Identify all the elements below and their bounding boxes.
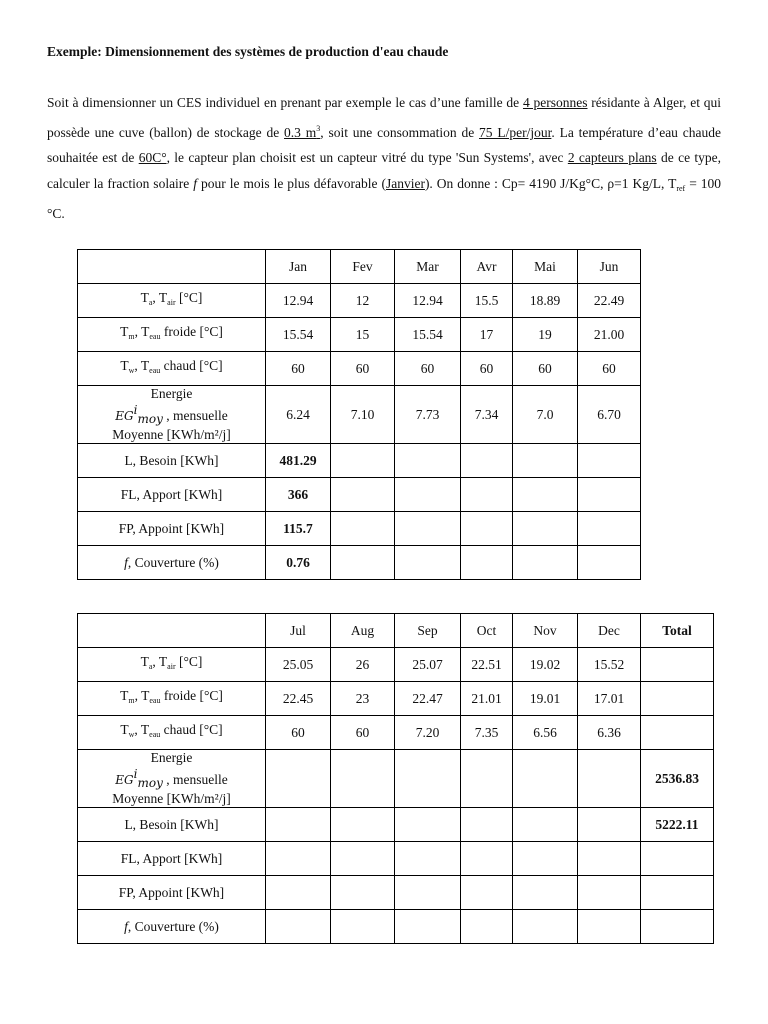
table-jan-jun [77, 249, 641, 580]
table-cell: 22.49 [578, 284, 641, 318]
table-cell [641, 842, 714, 876]
row-label-tm: $T_m$, $T_{eau}$ froide [°C] [78, 682, 266, 716]
table-cell: 7.10 [331, 386, 395, 444]
header-empty-cell [78, 250, 266, 284]
table-cell: 12 [331, 284, 395, 318]
table-cell: 60 [266, 352, 331, 386]
table-cell: 7.73 [395, 386, 461, 444]
row-label-energie: Energie EGimoy , mensuelle Moyenne [KWh/m²/j] [78, 750, 266, 808]
table-cell [395, 512, 461, 546]
tref-subscript: ref [676, 183, 686, 193]
table-cell [331, 512, 395, 546]
table-cell [513, 512, 578, 546]
table-row-fl [78, 478, 641, 512]
table-cell: 17 [461, 318, 513, 352]
table-cell: 21.01 [461, 682, 513, 716]
row-label-tw: $T_w$, $T_{eau}$ chaud [°C] [78, 716, 266, 750]
table-cell [395, 478, 461, 512]
table-cell [641, 716, 714, 750]
table-cell [331, 808, 395, 842]
table-cell [461, 750, 513, 808]
header-month: Fev [331, 250, 395, 284]
table-cell [578, 512, 641, 546]
table-cell [266, 910, 331, 944]
table-row-fp [78, 512, 641, 546]
table-cell [641, 682, 714, 716]
table-cell [641, 648, 714, 682]
text-span: . La température d’eau chaude souhaitée est de [47, 124, 721, 166]
table-cell [513, 876, 578, 910]
header-month: Sep [395, 614, 461, 648]
header-total: Total [641, 614, 714, 648]
table-row-ta [78, 648, 714, 682]
table-cell-total: 5222.11 [641, 808, 714, 842]
table-cell [331, 876, 395, 910]
table-cell [513, 750, 578, 808]
table-cell [395, 808, 461, 842]
table-row-ta [78, 284, 641, 318]
table-cell: 60 [513, 352, 578, 386]
table-cell: 12.94 [395, 284, 461, 318]
table-cell [331, 910, 395, 944]
table-cell [578, 478, 641, 512]
table-cell [266, 808, 331, 842]
table-cell [331, 546, 395, 580]
table-cell [578, 910, 641, 944]
row-label-ta: $T_a$, $T_{air}$ [°C] [78, 648, 266, 682]
table-cell [266, 750, 331, 808]
row-label-f: f, Couverture (%) [78, 546, 266, 580]
table-cell [461, 478, 513, 512]
table-cell [395, 910, 461, 944]
table-cell [395, 546, 461, 580]
table-cell [578, 750, 641, 808]
fraction-symbol: f [193, 175, 198, 191]
header-month: Jun [578, 250, 641, 284]
text-span: = 100 °C. [47, 175, 722, 222]
table-row-fl [78, 842, 714, 876]
underlined-month: Janvier [385, 175, 425, 191]
row-label-fl: FL, Apport [KWh] [78, 478, 266, 512]
table-cell: 7.34 [461, 386, 513, 444]
row-label-tw: $T_w$, $T_{eau}$ chaud [°C] [78, 352, 266, 386]
row-label-l: L, Besoin [KWh] [78, 808, 266, 842]
table-cell: 26 [331, 648, 395, 682]
table-cell: 6.56 [513, 716, 578, 750]
table-cell [331, 478, 395, 512]
table-cell [578, 808, 641, 842]
table-cell: 481.29 [266, 444, 331, 478]
row-label-l: L, Besoin [KWh] [78, 444, 266, 478]
table-cell [395, 876, 461, 910]
text-span: pour le mois le plus défavorable ( [197, 175, 386, 191]
table-cell: 6.36 [578, 716, 641, 750]
table-cell: 60 [266, 716, 331, 750]
table-row-fp [78, 876, 714, 910]
table-cell: 15.54 [266, 318, 331, 352]
table-header-row [78, 614, 714, 648]
text-span: de ce type, calculer la fraction solaire [47, 150, 722, 191]
table-cell: 15.52 [578, 648, 641, 682]
table-cell: 12.94 [266, 284, 331, 318]
text-span: résidante à Alger, et qui possède une cuve (ballon) de stockage de [47, 95, 721, 140]
row-label-tm: $T_m$, $T_{eau}$ froide [°C] [78, 318, 266, 352]
volume-value: 0.3 m [284, 124, 317, 140]
table-cell [578, 876, 641, 910]
table-cell [461, 512, 513, 546]
table-cell: 6.70 [578, 386, 641, 444]
row-label-f: f, Couverture (%) [78, 910, 266, 944]
table-row-tw [78, 716, 714, 750]
table-cell: 19.02 [513, 648, 578, 682]
table-cell: 60 [578, 352, 641, 386]
table-cell: 115.7 [266, 512, 331, 546]
table-cell [395, 750, 461, 808]
table-cell [461, 546, 513, 580]
table-row-energie [78, 750, 714, 808]
tref-symbol: T [668, 175, 677, 191]
table-row-energie [78, 386, 641, 444]
table-cell: 22.45 [266, 682, 331, 716]
row-label-energie: Energie EGimoy , mensuelle Moyenne [KWh/m²/j] [78, 386, 266, 444]
table-cell: 0.76 [266, 546, 331, 580]
table-cell [461, 808, 513, 842]
table-row-l [78, 808, 714, 842]
text-span: ). On donne : Cp= 4190 J/Kg°C, [424, 175, 608, 191]
table-cell [513, 910, 578, 944]
underlined-consumption: 75 L/per/jour [479, 124, 552, 140]
row-label-ta: $T_a$, $T_{air}$ [°C] [78, 284, 266, 318]
table-cell: 22.47 [395, 682, 461, 716]
table-row-f [78, 910, 714, 944]
table-header-row [78, 250, 641, 284]
table-cell [578, 444, 641, 478]
table-cell [513, 444, 578, 478]
table-cell: 7.35 [461, 716, 513, 750]
underlined-volume [284, 125, 320, 140]
table-cell: 366 [266, 478, 331, 512]
table-cell: 23 [331, 682, 395, 716]
header-month: Oct [461, 614, 513, 648]
table-cell [513, 478, 578, 512]
table-cell [395, 842, 461, 876]
table-cell: 7.0 [513, 386, 578, 444]
table-cell-total: 2536.83 [641, 750, 714, 808]
table-cell: 60 [461, 352, 513, 386]
underlined-collectors: 2 capteurs plans [567, 150, 657, 166]
table-cell: 15 [331, 318, 395, 352]
table-cell: 17.01 [578, 682, 641, 716]
table-cell [578, 842, 641, 876]
header-month: Avr [461, 250, 513, 284]
table-cell [331, 444, 395, 478]
row-label-fp: FP, Appoint [KWh] [78, 512, 266, 546]
table-cell [578, 546, 641, 580]
table-cell: 18.89 [513, 284, 578, 318]
text-span: Soit à dimensionner un CES individuel en prenant par exemple le cas d’une famille de [47, 95, 523, 110]
table-cell [331, 842, 395, 876]
table-row-tw [78, 352, 641, 386]
table-row-f [78, 546, 641, 580]
table-cell [513, 808, 578, 842]
header-month: Mar [395, 250, 461, 284]
table-jul-dec [77, 613, 714, 944]
table-row-l [78, 444, 641, 478]
table-cell: 15.5 [461, 284, 513, 318]
volume-exponent: 3 [316, 123, 321, 133]
problem-statement [47, 90, 721, 227]
table-cell [461, 842, 513, 876]
table-cell: 21.00 [578, 318, 641, 352]
table-cell [513, 546, 578, 580]
table-cell: 60 [331, 716, 395, 750]
header-month: Aug [331, 614, 395, 648]
table-cell: 19 [513, 318, 578, 352]
underlined-temperature: 60C° [138, 150, 167, 166]
text-span: =1 Kg/L, [614, 175, 669, 191]
table-cell [461, 444, 513, 478]
header-month: Mai [513, 250, 578, 284]
table-cell: 60 [331, 352, 395, 386]
header-month: Nov [513, 614, 578, 648]
table-cell: 22.51 [461, 648, 513, 682]
table-cell [266, 876, 331, 910]
header-empty-cell [78, 614, 266, 648]
table-cell: 15.54 [395, 318, 461, 352]
table-row-tm [78, 318, 641, 352]
underlined-persons: 4 personnes [522, 95, 588, 110]
header-month: Jan [266, 250, 331, 284]
text-span: , le capteur plan choisit est un capteur vitré du type 'Sun Systems', avec [166, 150, 568, 166]
header-month: Jul [266, 614, 331, 648]
table-cell: 25.07 [395, 648, 461, 682]
table-cell [395, 444, 461, 478]
text-span: , soit une consommation de [320, 124, 480, 140]
table-cell: 19.01 [513, 682, 578, 716]
table-cell [461, 876, 513, 910]
row-label-fp: FP, Appoint [KWh] [78, 876, 266, 910]
row-label-fl: FL, Apport [KWh] [78, 842, 266, 876]
table-cell [266, 842, 331, 876]
table-cell [513, 842, 578, 876]
table-cell: 60 [395, 352, 461, 386]
table-cell [331, 750, 395, 808]
table-cell: 7.20 [395, 716, 461, 750]
page-title: Exemple: Dimensionnement des systèmes de production d'eau chaude [47, 44, 449, 59]
table-cell [641, 910, 714, 944]
table-cell: 6.24 [266, 386, 331, 444]
table-cell [461, 910, 513, 944]
table-cell: 25.05 [266, 648, 331, 682]
table-row-tm [78, 682, 714, 716]
table-cell [641, 876, 714, 910]
header-month: Dec [578, 614, 641, 648]
rho-symbol: ρ [607, 175, 615, 191]
